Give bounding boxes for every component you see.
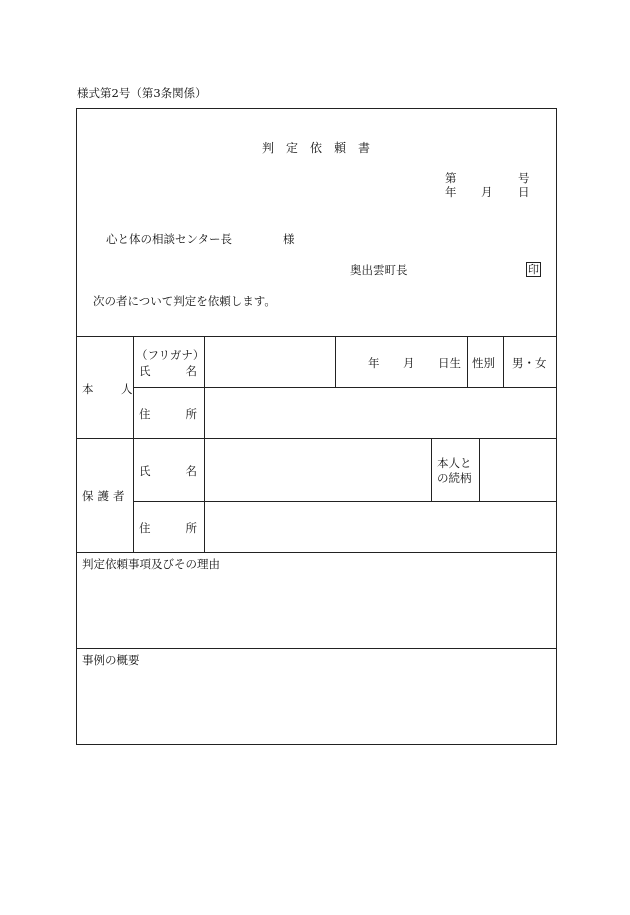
form-number: 様式第2号（第3条関係）	[77, 86, 207, 100]
person-address-label: 住 所	[139, 407, 201, 421]
birth-day: 日生	[438, 356, 461, 370]
person-section-label: 本 人	[82, 382, 141, 396]
guardian-name-label: 氏 名	[139, 464, 201, 478]
col-relation-right	[479, 438, 480, 501]
col-sex-right	[503, 336, 504, 387]
request-text: 次の者について判定を依頼します。	[93, 294, 276, 308]
col-section-right	[133, 336, 134, 552]
summary-label: 事例の概要	[82, 653, 140, 667]
guardian-section-label: 保護者	[82, 489, 129, 503]
date-month: 月	[481, 185, 493, 199]
divider-header	[76, 336, 557, 337]
sender: 奥出雲町長	[350, 263, 408, 277]
form-frame	[76, 108, 557, 745]
honorific: 様	[283, 232, 295, 246]
guardian-address-label: 住 所	[139, 521, 201, 535]
col-guardian-name-right	[431, 438, 432, 501]
sex-options: 男・女	[512, 356, 547, 370]
doc-no-suffix: 号	[518, 171, 530, 185]
doc-no-prefix: 第	[445, 171, 457, 185]
relation-label-line1: 本人と	[437, 456, 472, 470]
reason-label: 判定依頼事項及びその理由	[82, 557, 220, 571]
col-name-right	[335, 336, 336, 387]
birth-month: 月	[403, 356, 415, 370]
page-title: 判定依頼書	[262, 141, 383, 155]
date-day: 日	[518, 185, 530, 199]
divider-summary	[76, 648, 557, 649]
birth-year: 年	[368, 356, 380, 370]
col-label-right	[204, 336, 205, 552]
addressee: 心と体の相談センター長	[106, 232, 233, 246]
divider-guardian-inner	[133, 501, 557, 502]
sex-label: 性別	[472, 356, 495, 370]
divider-person-inner	[133, 387, 557, 388]
divider-person-guardian	[76, 438, 557, 439]
seal-mark: 印	[528, 263, 539, 276]
col-birth-right	[467, 336, 468, 387]
relation-label-line2: の続柄	[437, 471, 472, 485]
person-name-label: 氏 名	[139, 364, 201, 378]
divider-reason	[76, 552, 557, 553]
date-year: 年	[445, 185, 457, 199]
furigana-label: （フリガナ）	[136, 348, 205, 362]
